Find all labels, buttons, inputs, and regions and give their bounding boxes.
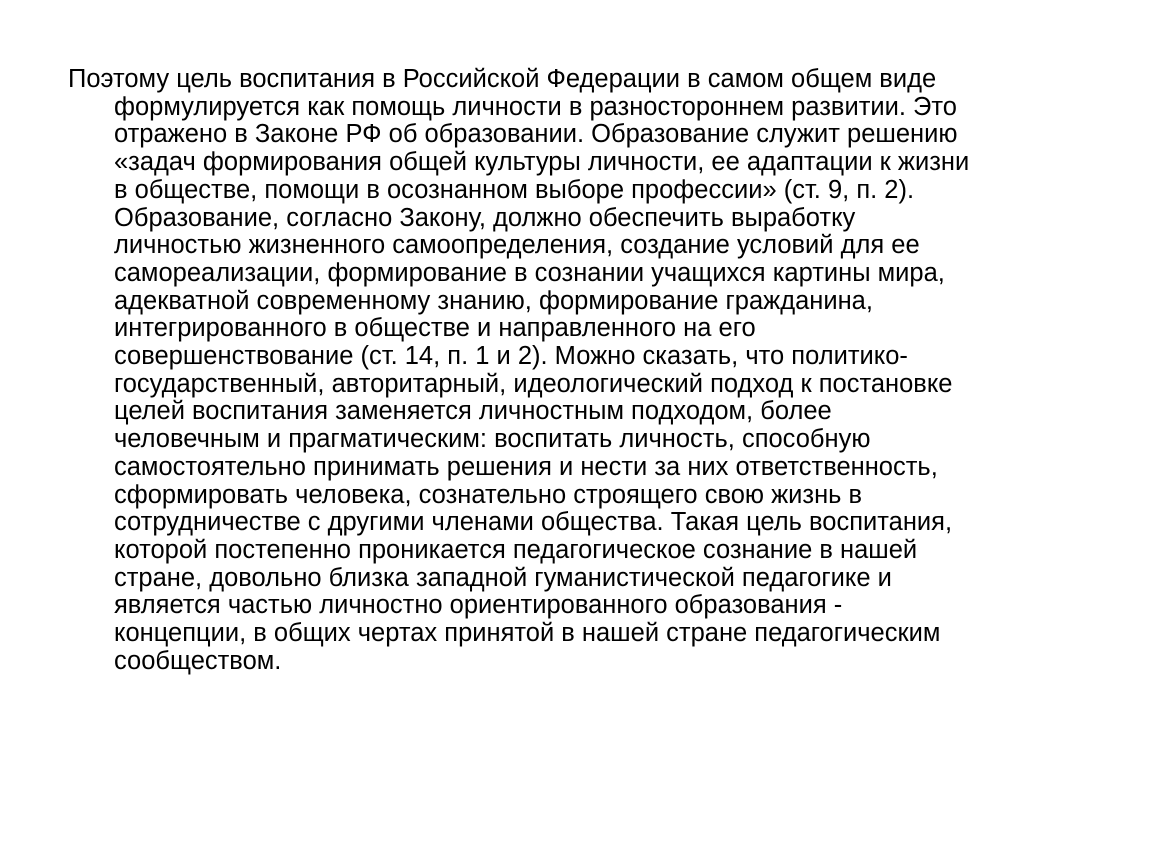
paragraph-line: личностью жизненного самоопределения, создание условий для ее bbox=[114, 231, 920, 260]
paragraph-line: сформировать человека, сознательно строящего свою жизнь в bbox=[114, 480, 863, 509]
body-paragraph bbox=[68, 66, 1078, 675]
paragraph-line: формулируется как помощь личности в разностороннем развитии. Это bbox=[114, 92, 957, 121]
paragraph-line: Образование, согласно Закону, должно обеспечить выработку bbox=[114, 203, 856, 232]
paragraph-line: совершенствование (ст. 14, п. 1 и 2). Можно сказать, что политико- bbox=[114, 342, 908, 371]
paragraph-line: адекватной современному знанию, формирование гражданина, bbox=[114, 286, 873, 315]
paragraph-line: Поэтому цель воспитания в Российской Федерации в самом общем виде bbox=[68, 65, 937, 93]
paragraph-line: интегрированного в обществе и направленного на его bbox=[114, 314, 756, 343]
paragraph-line: сообществом. bbox=[114, 646, 282, 675]
paragraph-line: отражено в Законе РФ об образовании. Образование служит решению bbox=[114, 120, 958, 149]
paragraph-line: концепции, в общих чертах принятой в нашей стране педагогическим bbox=[114, 619, 941, 648]
paragraph-line: самореализации, формирование в сознании учащихся картины мира, bbox=[114, 258, 945, 287]
paragraph-line: самостоятельно принимать решения и нести за них ответственность, bbox=[114, 452, 938, 481]
paragraph-line: в обществе, помощи в осознанном выборе профессии» (ст. 9, п. 2). bbox=[114, 175, 915, 204]
paragraph-line: «задач формирования общей культуры личности, ее адаптации к жизни bbox=[114, 148, 970, 177]
paragraph-line: целей воспитания заменяется личностным подходом, более bbox=[114, 397, 832, 426]
paragraph-line: государственный, авторитарный, идеологический подход к постановке bbox=[114, 369, 953, 398]
paragraph-line: стране, довольно близка западной гуманистической педагогике и bbox=[114, 563, 892, 592]
paragraph-line: человечным и прагматическим: воспитать личность, способную bbox=[114, 425, 871, 454]
paragraph-line: сотрудничестве с другими членами общества. Такая цель воспитания, bbox=[114, 508, 953, 537]
paragraph-line: является частью личностно ориентированного образования - bbox=[114, 591, 843, 620]
paragraph-line: которой постепенно проникается педагогическое сознание в нашей bbox=[114, 535, 918, 564]
